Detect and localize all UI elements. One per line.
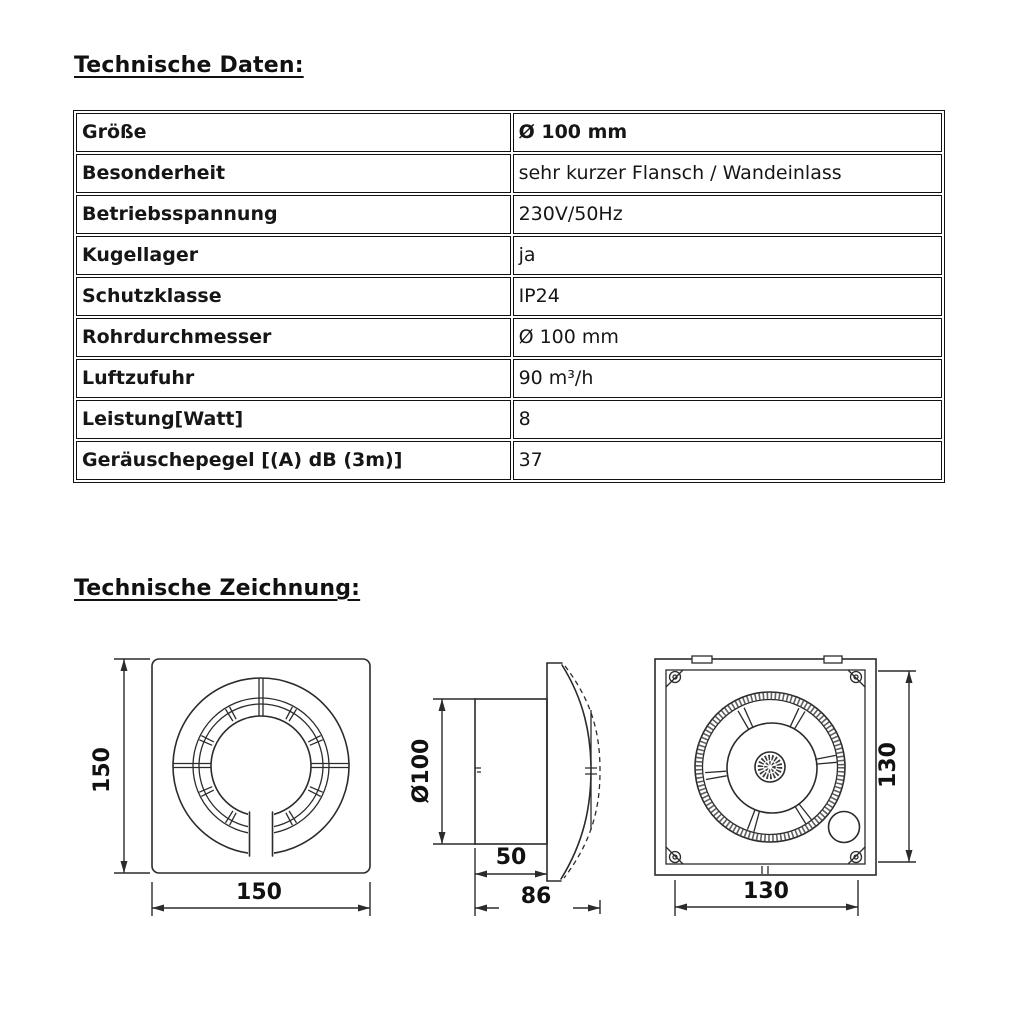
side-flange-depth-dimension-label: 50 <box>495 845 527 870</box>
spec-value: IP24 <box>513 277 942 316</box>
front-view-dimensions <box>90 659 370 916</box>
side-diameter-dimension-label: Ø100 <box>409 738 434 804</box>
spec-label: Größe <box>76 113 511 152</box>
spec-label: Besonderheit <box>76 154 511 193</box>
section-title-technical-data: Technische Daten: <box>74 53 304 78</box>
back-height-dimension-label: 130 <box>876 742 901 788</box>
spec-value: ja <box>513 236 942 275</box>
front-height-dimension-label: 150 <box>90 747 115 793</box>
spec-value: 230V/50Hz <box>513 195 942 234</box>
spec-label: Schutzklasse <box>76 277 511 316</box>
fan-front-view <box>90 659 370 916</box>
fan-back-view <box>655 656 916 916</box>
spec-label: Luftzufuhr <box>76 359 511 398</box>
spec-value: 8 <box>513 400 942 439</box>
spec-value: 37 <box>513 441 942 480</box>
section-title-technical-drawing: Technische Zeichnung: <box>74 576 361 601</box>
spec-value: 90 m³/h <box>513 359 942 398</box>
spec-label: Kugellager <box>76 236 511 275</box>
spec-label: Rohrdurchmesser <box>76 318 511 357</box>
spec-value: sehr kurzer Flansch / Wandeinlass <box>513 154 942 193</box>
spec-label: Geräuschepegel [(A) dB (3m)] <box>76 441 511 480</box>
fan-side-view <box>409 663 600 916</box>
back-view-dimensions <box>675 671 916 916</box>
spec-value: Ø 100 mm <box>513 318 942 357</box>
spec-label: Betriebsspannung <box>76 195 511 234</box>
side-view-dimensions <box>409 699 600 916</box>
spec-label: Leistung[Watt] <box>76 400 511 439</box>
spec-value: Ø 100 mm <box>513 113 942 152</box>
back-width-dimension-label: 130 <box>743 879 789 904</box>
cable-knockout-circle <box>829 812 860 843</box>
side-total-depth-dimension-label: 86 <box>520 884 552 909</box>
front-width-dimension-label: 150 <box>236 880 282 905</box>
